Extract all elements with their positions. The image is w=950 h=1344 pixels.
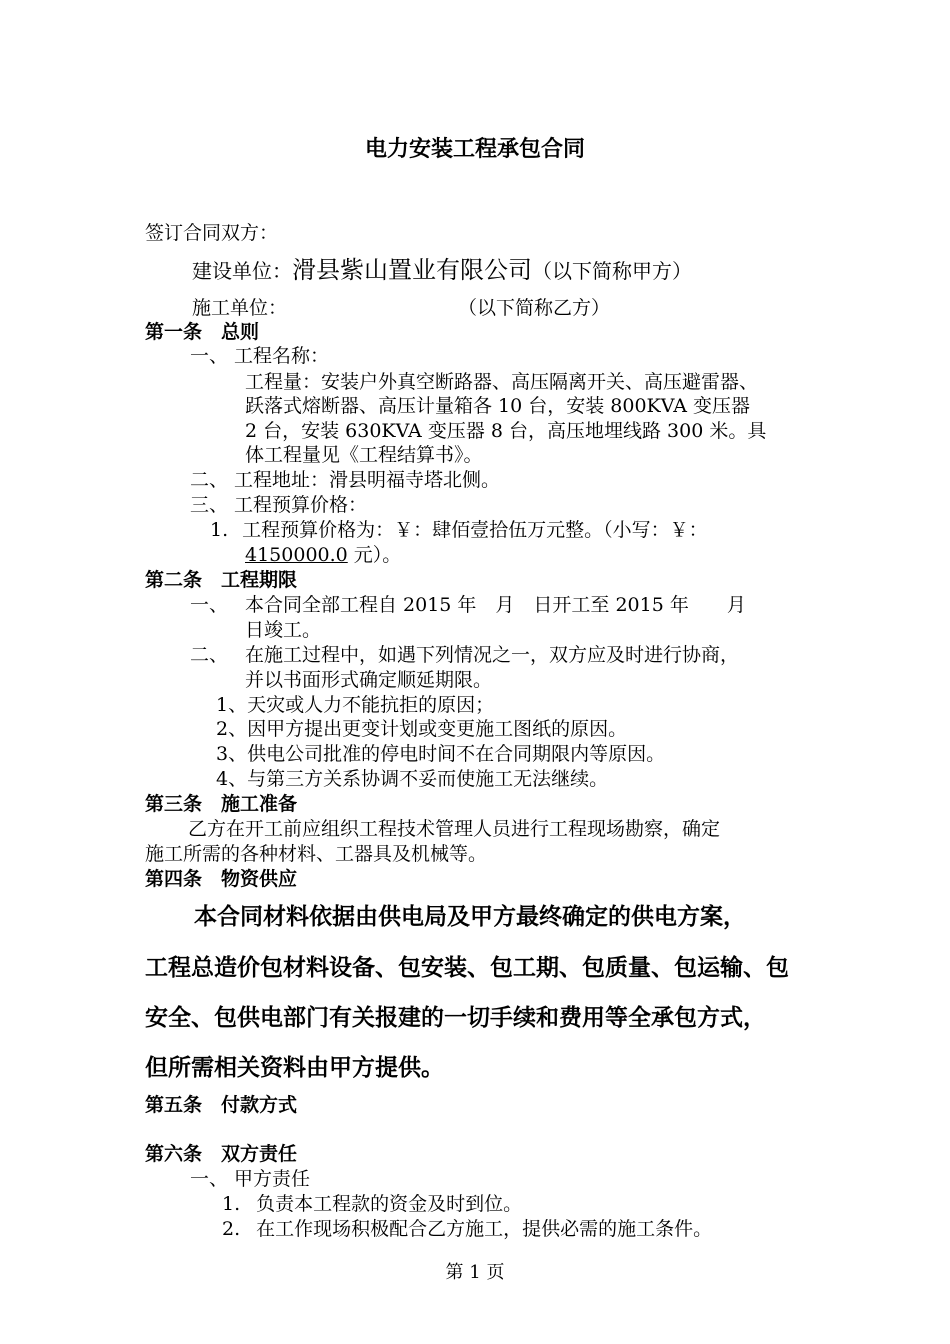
article2-item2-num: 二、: [190, 644, 229, 666]
article2-item1-num: 一、: [190, 594, 229, 616]
article3-line-2: 施工所需的各种材料、工器具及机械等。: [145, 843, 488, 865]
scope-line-2: 跃落式熔断器、高压计量箱各 10 台，安装 800KVA 变压器: [245, 395, 750, 417]
budget-line-2: [245, 543, 401, 567]
budget-tail: 元）。: [347, 544, 402, 566]
duty-2: [222, 1217, 712, 1241]
document-title: 电力安装工程承包合同: [364, 136, 585, 162]
duty-1-text: 负责本工程款的资金及时到位。: [256, 1193, 523, 1215]
contractor-suffix: （以下简称乙方）: [458, 297, 611, 319]
article3-line-1: 乙方在开工前应组织工程技术管理人员进行工程现场勘察，确定: [188, 818, 721, 840]
page-number: 第 1 页: [445, 1262, 505, 1283]
builder-line: [192, 255, 692, 285]
scope-line-4: 体工程量见《工程结算书》。: [245, 444, 483, 466]
reason-1: 1、天灾或人力不能抗拒的原因；: [216, 694, 495, 716]
article4-line-2: 工程总造价包材料设备、包安装、包工期、包质量、包运输、包: [145, 954, 789, 981]
article2-item1-line2: 日竣工。: [245, 619, 322, 641]
article3-heading: 第三条 施工准备: [145, 793, 298, 815]
budget-text: 工程预算价格为：￥：肆佰壹拾伍万元整。（小写：￥：: [242, 519, 708, 541]
article2-item1-line1: 本合同全部工程自 2015 年 月 日开工至 2015 年 月: [245, 594, 746, 616]
reason-4: 4、与第三方关系协调不妥而使施工无法继续。: [216, 768, 609, 790]
duty-2-text: 在工作现场积极配合乙方施工，提供必需的施工条件。: [256, 1218, 713, 1240]
reason-2: 2、因甲方提出更变计划或变更施工图纸的原因。: [216, 718, 628, 740]
contractor-label: 施工单位：: [192, 297, 288, 319]
duty-1: [222, 1192, 522, 1216]
article1-item3: 三、 工程预算价格：: [190, 494, 368, 516]
scope-line-3: 2 台，安装 630KVA 变压器 8 台，高压地埋线路 300 米。具: [245, 420, 767, 442]
article4-line-3: 安全、包供电部门有关报建的一切手续和费用等全承包方式，: [145, 1004, 766, 1031]
article2-item2-line2: 并以书面形式确定顺延期限。: [245, 669, 493, 691]
budget-line-1: [210, 518, 708, 542]
budget-num: 1.: [210, 519, 229, 541]
article2-item2-line1: 在施工过程中，如遇下列情况之一，双方应及时进行协商，: [245, 644, 740, 666]
duty-2-num: 2.: [222, 1218, 241, 1240]
article1-item2: 二、 工程地址：滑县明福寺塔北侧。: [190, 469, 501, 491]
budget-amount: 4150000.0: [245, 544, 348, 566]
builder-label: 建设单位：: [192, 259, 292, 283]
article6-heading: 第六条 双方责任: [145, 1143, 298, 1165]
article1-item1: 一、 工程名称：: [190, 345, 330, 367]
duty-1-num: 1.: [222, 1193, 241, 1215]
builder-suffix: （以下简称甲方）: [532, 259, 692, 283]
article4-line-4: 但所需相关资料由甲方提供。: [145, 1054, 444, 1081]
article5-heading: 第五条 付款方式: [145, 1094, 298, 1116]
parties-intro: 签订合同双方：: [145, 222, 279, 244]
article4-heading: 第四条 物资供应: [145, 868, 298, 890]
reason-3: 3、供电公司批准的停电时间不在合同期限内等原因。: [216, 743, 666, 765]
article1-heading: 第一条 总则: [145, 321, 260, 343]
article6-sub1: 一、 甲方责任: [190, 1168, 311, 1190]
article4-line-1: 本合同材料依据由供电局及甲方最终确定的供电方案，: [194, 903, 746, 930]
builder-name: 滑县紫山置业有限公司: [292, 256, 532, 284]
scope-line-1: 工程量：安装户外真空断路器、高压隔离开关、高压避雷器、: [245, 371, 759, 393]
article2-heading: 第二条 工程期限: [145, 569, 298, 591]
